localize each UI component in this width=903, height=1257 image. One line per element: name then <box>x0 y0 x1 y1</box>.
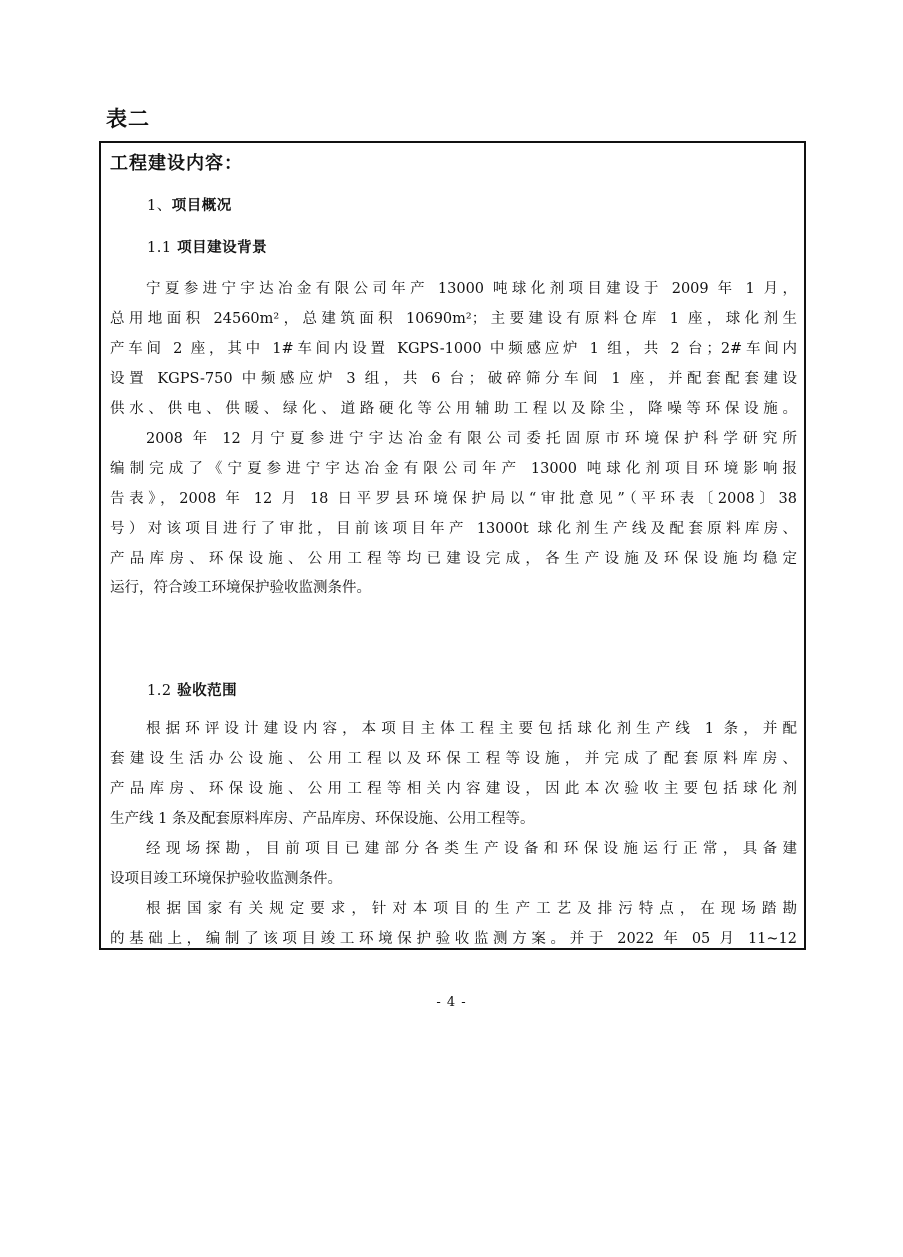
paragraph-line: 根据环评设计建设内容，本项目主体工程主要包括球化剂生产线 1 条，并配 <box>146 721 797 737</box>
paragraph-line: 设置 KGPS-750 中频感应炉 3 组，共 6 台；破碎筛分车间 1 座，并配套配套建设 <box>110 370 797 387</box>
paragraph-line: 经现场探勘，目前项目已建部分各类生产设备和环保设施运行正常，具备建 <box>146 841 797 857</box>
section-title: 工程建设内容： <box>110 153 243 174</box>
paragraph-line: 宁夏参进宁宇达冶金有限公司年产 13000 吨球化剂项目建设于 2009 年 1 月， <box>146 281 797 297</box>
paragraph-line: 产品库房、环保设施、公用工程等相关内容建设，因此本次验收主要包括球化剂 <box>110 780 797 797</box>
paragraph-line: 告表》，2008 年 12 月 18 日平罗县环境保护局以“审批意见”（平环表〔2008〕38 <box>110 490 797 507</box>
heading-acceptance-scope <box>147 680 237 702</box>
content-frame <box>99 141 806 950</box>
heading-text: 项目概况 <box>171 198 232 214</box>
heading-project-overview <box>147 195 232 217</box>
paragraph-line: 总用地面积 24560m²，总建筑面积 10690m²；主要建设有原料仓库 1 座，球化剂生 <box>110 310 797 327</box>
paragraph-line: 号）对该项目进行了审批，目前该项目年产 13000t 球化剂生产线及配套原料库房、 <box>110 520 797 537</box>
paragraph-line: 运行，符合竣工环境保护验收监测条件。 <box>110 580 371 597</box>
paragraph-line: 编制完成了《宁夏参进宁宇达冶金有限公司年产 13000 吨球化剂项目环境影响报 <box>110 460 797 477</box>
heading-text: 项目建设背景 <box>171 240 268 256</box>
table-label: 表二 <box>106 107 150 131</box>
paragraph-line: 供水、供电、供暖、绿化、道路硬化等公用辅助工程以及除尘，降噪等环保设施。 <box>110 400 797 417</box>
paragraph-line: 套建设生活办公设施、公用工程以及环保工程等设施，并完成了配套原料库房、 <box>110 750 797 767</box>
heading-number: 1.2 <box>147 683 172 699</box>
heading-number: 1.1 <box>147 240 172 256</box>
paragraph-line: 产车间 2 座，其中 1#车间内设置 KGPS-1000 中频感应炉 1 组，共 2 台；2#车间内 <box>110 340 797 357</box>
heading-number: 1、 <box>147 198 172 214</box>
heading-project-background <box>147 237 267 259</box>
paragraph-site-survey <box>110 835 797 895</box>
paragraph-background <box>110 275 797 424</box>
paragraph-line: 产品库房、环保设施、公用工程等均已建设完成，各生产设施及环保设施均稳定 <box>110 550 797 567</box>
paragraph-line: 生产线 1 条及配套原料库房、产品库房、环保设施、公用工程等。 <box>110 810 535 827</box>
paragraph-line: 2008 年 12 月宁夏参进宁宇达冶金有限公司委托固原市环境保护科学研究所 <box>146 431 797 447</box>
page-number: - 4 - <box>436 995 467 1010</box>
paragraph-scope <box>110 715 797 835</box>
paragraph-monitoring <box>110 895 797 950</box>
paragraph-line: 的基础上，编制了该项目竣工环境保护验收监测方案。并于 2022 年 05 月 11~12 <box>110 930 797 947</box>
heading-text: 验收范围 <box>171 683 238 699</box>
paragraph-eia-approval <box>110 425 797 604</box>
paragraph-line: 设项目竣工环境保护验收监测条件。 <box>110 870 342 887</box>
paragraph-line: 根据国家有关规定要求，针对本项目的生产工艺及排污特点，在现场踏勘 <box>146 901 797 917</box>
